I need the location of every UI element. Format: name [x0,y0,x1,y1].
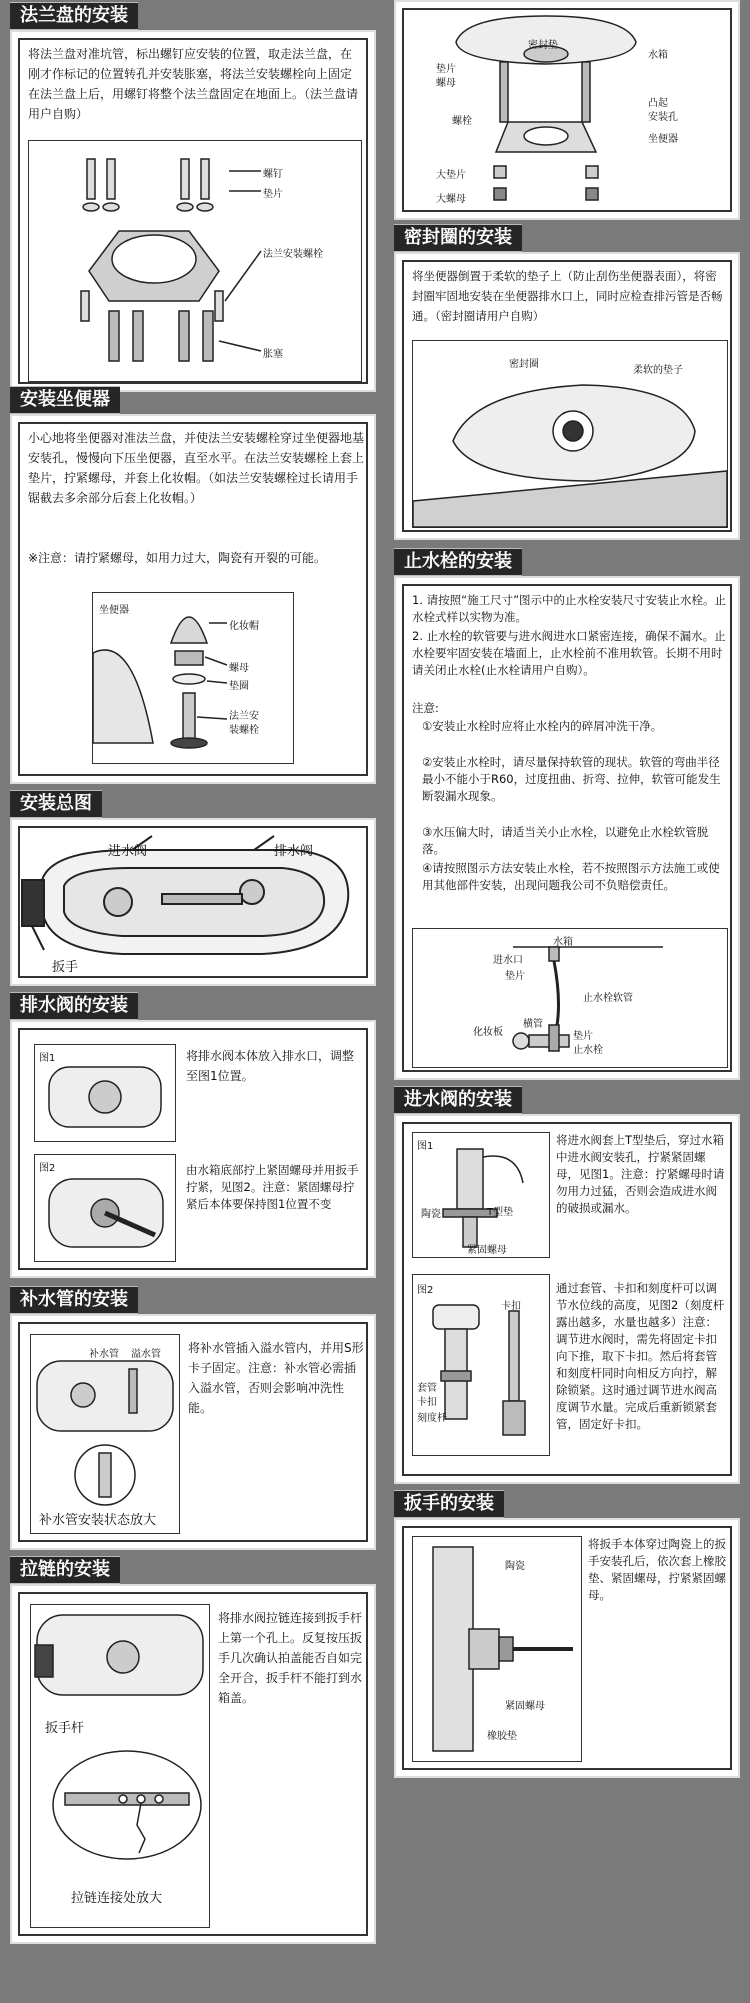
inlet-valve-fig-1-label: 图1 [417,1141,434,1152]
flange-panel [10,30,376,392]
stop-valve-note-4: ④请按照图示方法安装止水栓，若不按照图示方法施工或使用其他部件安装，出现问题我公司不负赔偿责任。 [422,861,720,892]
flange-label-plug: 胀塞 [263,349,283,360]
stop-valve-label-valve: 止水栓 [573,1045,603,1056]
overview-label-drain: 排水阀 [274,844,314,859]
refill-panel [10,1314,376,1550]
inlet-valve-label-nut: 紧固螺母 [467,1245,507,1256]
seal-ring-label-pad: 柔软的垫子 [633,365,683,376]
toilet-label-nut: 螺母 [229,663,249,674]
drain-valve-text-1: 将排水阀本体放入排水口，调整至图1位置。 [186,1049,355,1083]
inlet-valve-fig-2 [412,1274,550,1456]
handle-label-ceramic: 陶瓷 [505,1561,525,1572]
toilet-text: 小心地将坐便器对准法兰盘，并使法兰安装螺栓穿过坐便器地基安装孔，慢慢向下压坐便器，直至水平。在法兰安装螺栓上套上垫片，拧紧螺母，并套上化妆帽。（如法兰安装螺栓过长请用手锯截去多余部分后套上化妆帽。） [28,431,365,505]
inlet-valve-fig-1 [412,1132,550,1258]
tank-label-hole: 安装孔 [648,112,678,123]
inlet-valve-text-1: 将进水阀套上T型垫后，穿过水箱中进水阀安装孔，拧紧紧固螺母，见图1。注意：拧紧螺母时请勿用力过猛，否则会造成进水阀的破损或漏水。 [556,1133,725,1215]
chain-section-title: 拉链的安装 [10,1556,120,1584]
inlet-valve-label-tgasket: T型垫 [487,1207,514,1218]
flange-illustration [29,141,361,381]
stop-valve-note-1: ①安装止水栓时应将止水栓内的碎屑冲洗干净。 [422,719,663,733]
stop-valve-section-title: 止水栓的安装 [394,548,522,576]
flange-label-bolt: 法兰安装螺栓 [263,249,323,260]
toilet-bolt-diagram [92,592,294,764]
toilet-label-washer: 垫圈 [229,681,249,692]
chain-label-lever: 扳手杆 [45,1721,85,1736]
stop-valve-panel [394,576,740,1080]
inlet-valve-fig-2-label: 图2 [417,1285,434,1296]
seal-ring-text: 将坐便器倒置于柔软的垫子上（防止刮伤坐便器表面），将密封圈牢固地安装在坐便器排水口上，同时应检查排污管是否畅通。（密封圈请用户自购） [412,269,723,323]
stop-valve-label-pipe: 横管 [523,1019,543,1030]
stop-valve-label-hose: 止水栓软管 [583,993,633,1004]
handle-diagram [412,1536,582,1762]
drain-valve-fig-1-label: 图1 [39,1053,56,1064]
refill-text: 将补水管插入溢水管内，并用S形卡子固定。注意：补水管必需插入溢水管，否则会影响冲洗性能。 [188,1341,364,1415]
overview-label-handle: 扳手 [52,960,79,975]
tank-label-tank: 水箱 [648,50,668,61]
tank-label-big-nut: 大螺母 [436,194,466,205]
stop-valve-label-tank: 水箱 [553,937,573,948]
refill-label-pipe: 补水管 [89,1349,119,1360]
stop-valve-label-flange: 化妆板 [473,1027,503,1038]
refill-caption: 补水管安装状态放大 [39,1513,157,1528]
flange-section-title: 法兰盘的安装 [10,2,138,30]
toilet-section-title: 安装坐便器 [10,386,120,414]
chain-caption: 拉链连接处放大 [71,1891,163,1906]
toilet-label-bolt-2: 装螺栓 [229,725,259,736]
stop-valve-label-washer-2: 垫片 [573,1031,593,1042]
handle-panel [394,1518,740,1778]
refill-section-title: 补水管的安装 [10,1286,138,1314]
chain-text: 将排水阀拉链连接到扳手杆上第一个孔上。反复按压扳手几次确认拍盖能否自如完全开合，扳手杆不能打到水箱盖。 [218,1611,363,1705]
chain-diagram [30,1604,210,1928]
drain-valve-section-title: 排水阀的安装 [10,992,138,1020]
inlet-valve-section-title: 进水阀的安装 [394,1086,522,1114]
stop-valve-label-inlet: 进水口 [493,955,523,966]
tank-mount-illustration [396,2,742,222]
inlet-valve-label-clip: 卡扣 [501,1301,521,1312]
flange-diagram [28,140,362,382]
flange-label-screw: 螺钉 [263,169,283,180]
stop-valve-diagram [412,928,728,1068]
tank-label-toilet: 坐便器 [648,134,678,145]
tank-label-big-washer: 大垫片 [436,170,466,181]
flange-label-washer: 垫片 [263,189,283,200]
drain-valve-fig-2 [34,1154,176,1262]
drain-valve-fig-1 [34,1044,176,1142]
handle-label-gasket: 橡胶垫 [487,1731,517,1742]
inlet-valve-panel [394,1114,740,1484]
inlet-valve-label-sleeve: 套管 [417,1383,437,1394]
handle-text: 将扳手本体穿过陶瓷上的扳手安装孔后，依次套上橡胶垫、紧固螺母，拧紧紧固螺母。 [588,1537,726,1602]
toilet-panel [10,414,376,784]
handle-section-title: 扳手的安装 [394,1490,504,1518]
overview-section-title: 安装总图 [10,790,102,818]
inlet-valve-text-2: 通过套管、卡扣和刻度杆可以调节水位线的高度，见图2（刻度杆露出越多，水量也越多）注意：调节进水阀时，需先将固定卡扣向下推，取下卡扣。然后将套管和刻度杆同时向相反方向拧，解除锁紧。这时通过调节进水阀高度调节水量。完成后重新锁紧套管，固定好卡扣。 [556,1281,725,1431]
stop-valve-label-washer: 垫片 [505,971,525,982]
drain-valve-fig-2-label: 图2 [39,1163,56,1174]
seal-ring-diagram [412,340,728,528]
seal-ring-label-ring: 密封圈 [509,359,539,370]
inlet-valve-label-clip-2: 卡扣 [417,1397,437,1408]
tank-label-bump: 凸起 [648,98,668,109]
inlet-valve-label-rod: 刻度杆 [417,1413,447,1424]
stop-valve-item-2: 2. 止水栓的软管要与进水阀进水口紧密连接，确保不漏水。止水栓要牢固安装在墙面上，止水栓前不准用软管。长期不用时请关闭止水栓(止水栓请用户自购）。 [412,629,726,677]
tank-label-nut: 螺母 [436,78,456,89]
stop-valve-note-title: 注意: [412,701,439,715]
drain-valve-panel [10,1020,376,1278]
toilet-bolt-illustration [93,593,293,763]
stop-valve-note-2: ②安装止水栓时，请尽量保持软管的现状。软管的弯曲半径最小不能小于R60，过度扭曲、折弯、拉伸，软管可能发生断裂漏水现象。 [422,755,721,803]
toilet-label-cap: 化妆帽 [229,621,259,632]
seal-ring-section-title: 密封圈的安装 [394,224,522,252]
toilet-label-bolt-1: 法兰安 [229,711,259,722]
tank-panel [394,0,740,220]
refill-diagram [30,1334,180,1534]
stop-valve-note-3: ③水压偏大时，请适当关小止水栓，以避免止水栓软管脱落。 [422,825,709,856]
overview-panel [10,818,376,986]
handle-label-nut: 紧固螺母 [505,1701,545,1712]
tank-label-seal: 密封垫 [528,40,558,51]
chain-panel [10,1584,376,1944]
stop-valve-item-1: 1. 请按照“施工尺寸”图示中的止水栓安装尺寸安装止水栓。止水栓式样以实物为准。 [412,593,727,624]
tank-label-bolt: 螺栓 [452,116,472,127]
seal-ring-panel [394,252,740,540]
toilet-label-base: 坐便器 [99,605,129,616]
refill-label-overflow: 溢水管 [131,1349,161,1360]
inlet-valve-label-ceramic: 陶瓷 [421,1209,441,1220]
flange-text: 将法兰盘对准坑管，标出螺钉应安装的位置，取走法兰盘，在刚才作标记的位置转孔并安装胀塞，将法兰安装螺栓向上固定在法兰盘上后，用螺钉将整个法兰盘固定在地面上。（法兰盘请用户自购） [28,47,359,121]
overview-label-inlet: 进水阀 [108,844,148,859]
tank-label-washer: 垫片 [436,64,456,75]
toilet-note: ※注意：请拧紧螺母，如用力过大，陶瓷有开裂的可能。 [28,551,327,565]
drain-valve-text-2: 由水箱底部拧上紧固螺母并用扳手拧紧，见图2。注意：紧固螺母拧紧后本体要保持图1位置不变 [186,1163,359,1211]
